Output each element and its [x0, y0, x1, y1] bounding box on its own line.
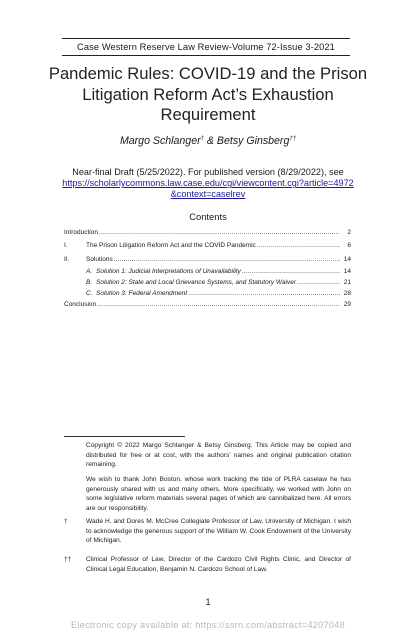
- toc-leader: [297, 277, 340, 288]
- toc-page: 6: [347, 242, 351, 249]
- toc-label: The Prison Litigation Reform Act and the COVID Pandemic: [86, 242, 256, 249]
- toc-number: II.: [64, 256, 70, 263]
- ssrn-watermark: Electronic copy available at: https://ssrn.com/abstract=4207048: [71, 620, 345, 630]
- toc-number: C.: [86, 290, 93, 297]
- article-title: [40, 64, 376, 126]
- toc-number: I.: [64, 242, 68, 249]
- toc-label: Solution 2: State and Local Grievance Systems, and Statutory Waiver: [96, 279, 297, 286]
- author-1: Margo Schlanger: [119, 135, 201, 147]
- toc-leader: [97, 299, 340, 310]
- header-top-rule: [62, 38, 350, 39]
- acknowledgment-text: We wish to thank John Boston, whose work tracking the tide of PLRA caselaw he has generously shared with us and many others. More specifically, we worked with John on some legislative reform materials several pages of which are cannibalized here. All errors are our responsibility.: [86, 476, 351, 513]
- acknowledgment-note: [64, 475, 351, 514]
- toc-entry[interactable]: [64, 266, 351, 277]
- footnote-1-mark: †: [64, 518, 68, 525]
- draft-note-text: Near-final Draft (5/25/2022). For published version (8/29/2022), see: [72, 167, 344, 177]
- toc-number: A.: [86, 268, 93, 275]
- toc-label: Introduction: [64, 229, 98, 236]
- title-line-3: Requirement: [160, 105, 256, 124]
- footnote-1: [64, 517, 351, 546]
- toc-entry[interactable]: [64, 299, 351, 310]
- author-line: [60, 135, 356, 147]
- toc-entry[interactable]: [64, 226, 351, 239]
- toc-entry[interactable]: [64, 239, 351, 253]
- contents-heading: Contents: [189, 211, 227, 222]
- author-1-footnote-mark: †: [200, 136, 204, 142]
- toc-page: 28: [343, 290, 351, 297]
- running-header: Case Western Reserve Law Review-Volume 72-Issue 3-2021: [77, 42, 335, 52]
- toc-page: 29: [343, 301, 351, 308]
- draft-note: [56, 167, 360, 201]
- toc-page: 14: [343, 256, 351, 263]
- footnote-1-text: Wade H. and Dores M. McCree Collegiate Professor of Law, University of Michigan. I wish to acknowledge the generous support of the William W. Cook Endowment of the University of Michigan.: [86, 518, 351, 545]
- toc-label: Solutions: [86, 256, 113, 263]
- copyright-notice: [64, 441, 351, 470]
- footnote-2: [64, 555, 351, 574]
- toc-entry[interactable]: [64, 288, 351, 299]
- toc-entry[interactable]: [64, 277, 351, 288]
- toc-number: B.: [86, 279, 93, 286]
- footnote-2-mark: ††: [64, 556, 72, 563]
- toc-page: 21: [343, 279, 351, 286]
- footnote-separator: [64, 436, 185, 437]
- toc-page: 2: [347, 229, 351, 236]
- toc-label: Solution 1: Judicial Interpretations of Unavailability: [96, 268, 241, 275]
- toc-page: 14: [343, 268, 351, 275]
- page-number: 1: [205, 597, 211, 607]
- author-2-footnote-mark: ††: [289, 136, 297, 142]
- toc-entry[interactable]: [64, 253, 351, 266]
- author-2: Betsy Ginsberg: [216, 135, 290, 147]
- footnote-2-text: Clinical Professor of Law, Director of the Cardozo Civil Rights Clinic, and Director of Clinical Legal Education, Benjamin N. Cardozo School of Law.: [86, 556, 351, 573]
- toc-leader: [114, 253, 340, 266]
- author-separator: &: [203, 135, 217, 147]
- toc-leader: [188, 288, 340, 299]
- title-line-2: Litigation Reform Act’s Exhaustion: [82, 84, 334, 104]
- copyright-text: Copyright © 2022 Margo Schlanger & Betsy Ginsberg. This Article may be copied and distributed for free or at cost, with the authors’ names and original publication citation remaining.: [86, 442, 351, 469]
- table-of-contents: [64, 226, 351, 310]
- published-version-link-continued[interactable]: &context=caselrev: [170, 189, 246, 200]
- title-line-1: Pandemic Rules: COVID-19 and the Prison: [48, 64, 368, 83]
- toc-leader: [242, 266, 340, 277]
- header-bottom-rule: [62, 55, 350, 56]
- toc-leader: [257, 239, 340, 253]
- toc-label: Conclusion: [64, 301, 97, 308]
- toc-leader: [99, 226, 340, 239]
- published-version-link[interactable]: https://scholarlycommons.law.case.edu/cgi/viewcontent.cgi?article=4972: [62, 178, 354, 189]
- toc-label: Solution 3: Federal Amendment: [96, 290, 188, 297]
